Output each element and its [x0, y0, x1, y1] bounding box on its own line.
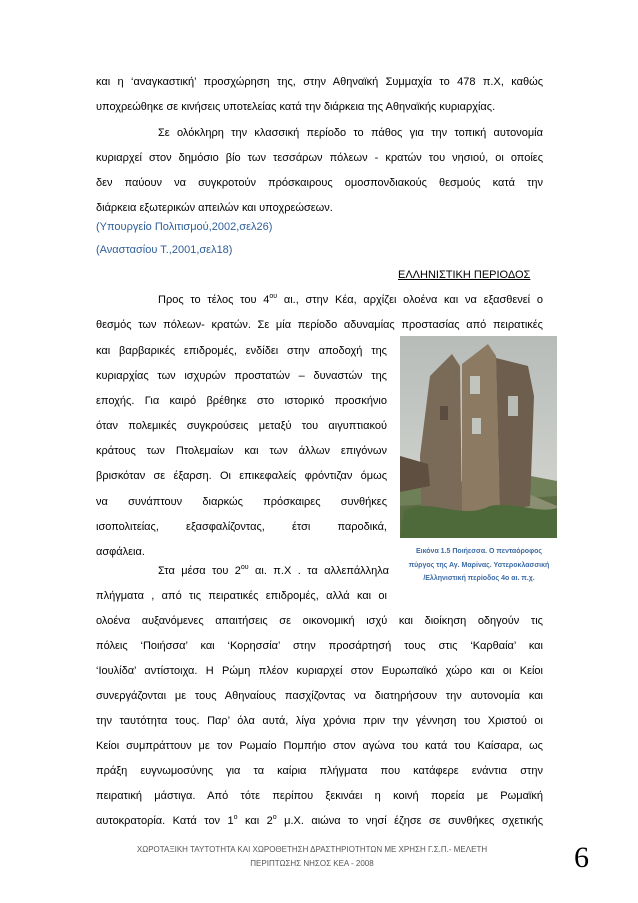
text-line: κυριαρχίας των ισχυρών προστατών – δυναστών της [96, 370, 387, 382]
citation: (Αναστασίου Τ.,2001,σελ18) [96, 244, 233, 256]
figure-caption: /Ελληνιστική περίοδος 4ο αι. π.χ. [423, 575, 535, 582]
text-line: διάρκεια εξωτερικών απειλών και υποχρεώσεων. [96, 202, 333, 214]
text-line: και βαρβαρικές επιδρομές, ενδίδει στην αποδοχή της [96, 345, 387, 357]
text-line: ολοένα αυξανόμενες απαιτήσεις σε οικονομική ισχύ και διοίκηση οδηγούν τις [96, 615, 543, 627]
text-line: πράξη ευγνωμοσύνης για τα καίρια πλήγματα που κατάφερε ενάντια στην [96, 765, 543, 777]
text-line: πειρατική μάστιγα. Από τότε περίπου ξεκινάει η κοινή πορεία με Ρωμαϊκή [96, 790, 543, 802]
figure-caption: Εικόνα 1.5 Ποιήεσσα. Ο πενταόροφος [415, 548, 543, 555]
text-line: Σε ολόκληρη την κλασσική περίοδο το πάθος για την τοπική αυτονομία [158, 127, 543, 139]
text-line: κράτους των Πτολεμαίων και των άλλων επιγόνων [96, 445, 387, 457]
text-line: πλήγματα , από τις πειρατικές επιδρομές, αλλά και οι [96, 590, 387, 602]
text-line: βρισκόταν σε έξαρση. Οι επικεφαλείς φρόντιζαν όμως [96, 470, 387, 482]
text-line: όταν πολεμικές συγκρούσεις μεταξύ του αιγυπτιακού [96, 420, 387, 432]
text-line: πόλεις ‘Ποιήσσα’ και ‘Κορησσία’ στην προσάρτησή τους στις ‘Καρθαία’ και [96, 640, 543, 652]
page-number: 6 [574, 841, 589, 874]
text-line: εποχής. Για καιρό βρέθηκε στο ιστορικό προσκήνιο [96, 395, 387, 407]
text-line: την ταυτότητα τους. Παρ’ όλα αυτά, λίγα χρόνια πριν την γέννηση του Χριστού οι [96, 715, 543, 727]
section-heading: ΕΛΛΗΝΙΣΤΙΚΗ ΠΕΡΙΟΔΟΣ [398, 269, 531, 281]
figure-caption: πύργος της Αγ. Μαρίνας. Υστεροκλασσική [408, 562, 550, 569]
footer-text: ΠΕΡΙΠΤΩΣΗΣ ΝΗΣΟΣ ΚΕΑ - 2008 [250, 859, 374, 868]
text-line: ασφάλεια. [96, 546, 145, 558]
text-line: ισοπολιτείας, εξασφαλίζοντας, έτσι παροδικά, [96, 521, 387, 533]
text-line: θεσμός των πόλεων- κρατών. Σε μία περίοδο αδυναμίας προστασίας από πειρατικές [96, 319, 543, 331]
text-line: Στα μέσα του $2^{o\upsilon}$ αι. π.Χ . τα αλλεπάλληλα [158, 564, 389, 577]
text-line: Προς το τέλος του $4^{o\upsilon}$ αι., στην Κέα, αρχίζει ολοένα και να εξασθενεί ο [158, 293, 543, 306]
text-line: δεν παύουν να συγκροτούν πρόσκαιρους ομοσπονδιακούς θεσμούς κατά την [96, 177, 543, 189]
citation: (Υπουργείο Πολιτισμού,2002,σελ26) [96, 221, 273, 233]
text-line: Κείοι συμπράττουν με τον Ρωμαίο Πομπήιο στον αγώνα του κατά του Καίσαρα, ως [96, 740, 543, 752]
footer-text: ΧΩΡΟΤΑΞΙΚΗ ΤΑΥΤΟΤΗΤΑ ΚΑΙ ΧΩΡΟΘΕΤΗΣΗ ΔΡΑΣΤΗΡΙΟΤΗΤΩΝ ΜΕ ΧΡΗΣΗ Γ.Σ.Π.- ΜΕΛΕΤΗ [136, 845, 488, 854]
text-line: ‘Ιουλίδα’ αντίστοιχα. Η Ρώμη πλέον κυριαρχεί στον Ευρωπαϊκό χώρο και οι Κείοι [96, 665, 543, 677]
tower-ruins-photo [400, 336, 557, 538]
text-line: να συνάπτουν διαρκώς πρόσκαιρες συνθήκες [96, 496, 387, 508]
text-line: υποχρεώθηκε σε κινήσεις υποτελείας κατά την διάρκεια της Αθηναϊκής κυριαρχίας. [96, 101, 496, 113]
text-line: κυριαρχεί στον δημόσιο βίο των τεσσάρων πόλεων - κρατών του νησιού, οι οποίες [96, 152, 543, 164]
text-line: αυτοκρατορία. Κατά τον $1^o$ και $2^o$ μ.Χ. αιώνα το νησί έζησε σε συνθήκες σχετικής [96, 814, 543, 827]
text-line: και η ‘αναγκαστική’ προσχώρηση της, στην Αθηναϊκή Συμμαχία το 478 π.Χ, καθώς [96, 76, 543, 88]
text-line: συνεργάζονται με τους Αθηναίους πασχίζοντας να διατηρήσουν την αυτονομία και [96, 690, 543, 702]
